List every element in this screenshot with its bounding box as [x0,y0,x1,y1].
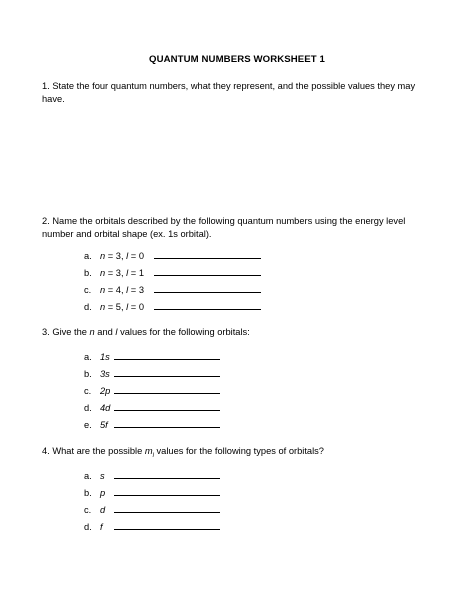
item-label: 5f [100,420,108,430]
item-letter: b. [84,488,92,498]
q3-item [84,402,220,414]
q4-item [84,521,220,533]
item-letter: c. [84,285,92,295]
item-label: n = 5, l = 0 [100,302,144,312]
answer-blank[interactable] [114,402,220,411]
q3-item [84,368,220,380]
item-letter: e. [84,420,92,430]
item-label: n = 3, l = 0 [100,251,144,261]
answer-blank[interactable] [114,385,220,394]
q2-item [84,301,261,313]
item-label: s [100,471,105,481]
answer-blank[interactable] [154,267,261,276]
answer-blank[interactable] [114,487,220,496]
item-label: p [100,488,106,498]
q4-item [84,487,220,499]
item-letter: d. [84,302,92,312]
answer-blank[interactable] [114,470,220,479]
item-letter: b. [84,369,92,379]
q2-item [84,250,261,262]
item-label: 2p [100,386,111,396]
answer-blank[interactable] [114,351,220,360]
answer-blank[interactable] [114,419,220,428]
worksheet-title: QUANTUM NUMBERS WORKSHEET 1 [149,54,325,65]
item-label: d [100,505,106,515]
answer-blank[interactable] [114,521,220,530]
item-letter: d. [84,522,92,532]
q3-item [84,385,220,397]
answer-blank[interactable] [154,250,261,259]
q3-item [84,419,220,431]
question-4: 4. What are the possible $m_l$ values for the following types of orbitals? [42,446,324,459]
item-letter: a. [84,352,92,362]
answer-blank[interactable] [154,284,261,293]
item-letter: a. [84,471,92,481]
q4-item [84,470,220,482]
answer-blank[interactable] [114,368,220,377]
question-3: 3. Give the n and l values for the following orbitals: [42,327,250,337]
q4-item [84,504,220,516]
item-label: 1s [100,352,110,362]
item-letter: d. [84,403,92,413]
answer-blank[interactable] [114,504,220,513]
item-letter: a. [84,251,92,261]
item-label: f [100,522,103,532]
item-letter: c. [84,386,92,396]
item-letter: b. [84,268,92,278]
answer-blank[interactable] [154,301,261,310]
item-label: n = 3, l = 1 [100,268,144,278]
question-1: 1. State the four quantum numbers, what they represent, and the possible values they may have. [42,81,416,104]
q2-item [84,267,261,279]
q3-item [84,351,220,363]
question-2: 2. Name the orbitals described by the following quantum numbers using the energy level number and orbital shape (ex. 1s orbital). [42,216,406,239]
item-label: 4d [100,403,111,413]
item-label: n = 4, l = 3 [100,285,144,295]
item-label: 3s [100,369,110,379]
item-letter: c. [84,505,92,515]
q2-item [84,284,261,296]
